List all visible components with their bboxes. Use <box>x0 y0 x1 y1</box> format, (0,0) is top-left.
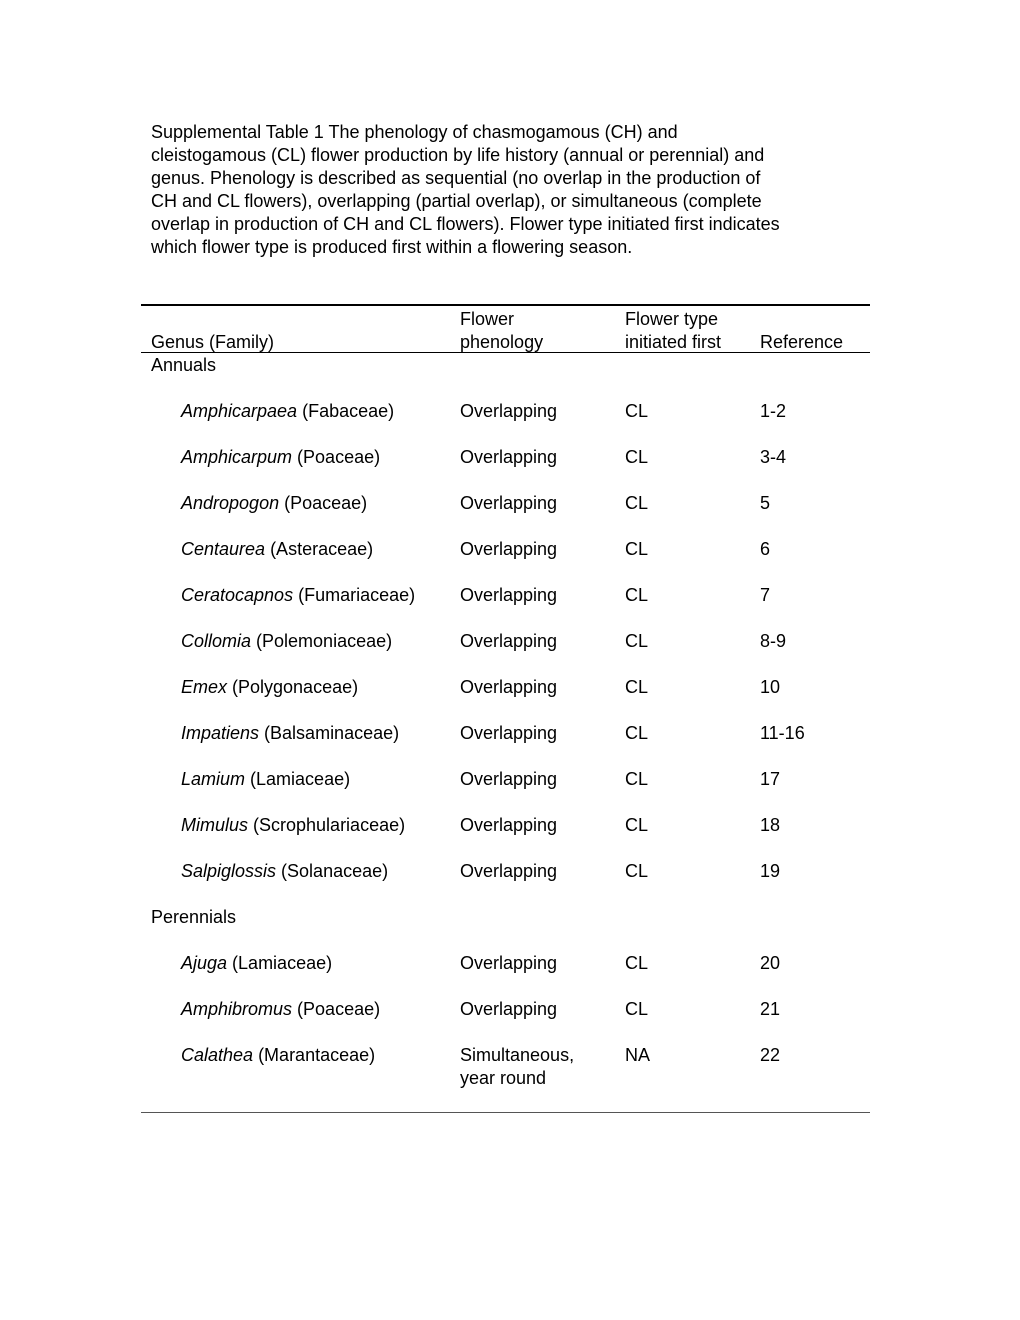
family-name: (Solanaceae) <box>276 861 389 881</box>
genus-name: Amphicarpum <box>181 447 293 467</box>
initiated-first-cell: CL <box>625 493 649 513</box>
family-name: (Balsaminaceae) <box>259 723 400 743</box>
phenology-cell: Overlapping <box>460 447 558 467</box>
genus-family-cell <box>181 722 399 745</box>
genus-family-cell <box>181 538 373 561</box>
phenology-cell: Simultaneous, <box>460 1045 575 1065</box>
family-name: (Polemoniaceae) <box>251 631 393 651</box>
genus-family-cell <box>181 630 392 653</box>
initiated-first-cell: NA <box>625 1045 651 1065</box>
group-label: Annuals <box>151 355 217 375</box>
family-name: (Poaceae) <box>292 999 381 1019</box>
initiated-first-cell: CL <box>625 815 649 835</box>
phenology-cell: Overlapping <box>460 769 558 789</box>
genus-name: Ceratocapnos <box>181 585 294 605</box>
reference-cell: 7 <box>760 585 771 605</box>
reference-cell: 6 <box>760 539 771 559</box>
genus-name: Calathea <box>181 1045 254 1065</box>
family-name: (Asteraceae) <box>265 539 374 559</box>
family-name: (Poaceae) <box>292 447 381 467</box>
family-name: (Fabaceae) <box>297 401 395 421</box>
phenology-cell: Overlapping <box>460 861 558 881</box>
genus-name: Andropogon <box>181 493 280 513</box>
phenology-cell: Overlapping <box>460 677 558 697</box>
caption-line: CH and CL flowers), overlapping (partial overlap), or simultaneous (complete <box>151 191 762 211</box>
phenology-cell: Overlapping <box>460 493 558 513</box>
genus-name: Mimulus <box>181 815 249 835</box>
family-name: (Marantaceae) <box>253 1045 376 1065</box>
genus-name: Amphibromus <box>181 999 293 1019</box>
genus-family-cell <box>181 952 332 975</box>
header-phenology-line1: Flower <box>460 309 515 329</box>
genus-family-cell <box>181 768 350 791</box>
initiated-first-cell: CL <box>625 677 649 697</box>
header-genus: Genus (Family) <box>151 332 275 352</box>
family-name: (Poaceae) <box>279 493 368 513</box>
genus-name: Ajuga <box>181 953 228 973</box>
family-name: (Polygonaceae) <box>227 677 359 697</box>
reference-cell: 17 <box>760 769 781 789</box>
initiated-first-cell: CL <box>625 953 649 973</box>
genus-name: Amphicarpaea <box>181 401 298 421</box>
reference-cell: 21 <box>760 999 781 1019</box>
genus-name: Collomia <box>181 631 252 651</box>
phenology-cell: Overlapping <box>460 953 558 973</box>
phenology-cell: Overlapping <box>460 585 558 605</box>
initiated-first-cell: CL <box>625 769 649 789</box>
initiated-first-cell: CL <box>625 999 649 1019</box>
initiated-first-cell: CL <box>625 447 649 467</box>
genus-family-cell <box>181 400 394 423</box>
phenology-cell: Overlapping <box>460 723 558 743</box>
reference-cell: 20 <box>760 953 781 973</box>
table-header-rule <box>141 352 870 353</box>
group-label: Perennials <box>151 907 237 927</box>
table-caption <box>151 121 871 259</box>
genus-family-cell <box>181 814 405 837</box>
table-top-rule <box>141 304 870 306</box>
reference-cell: 11-16 <box>760 723 805 743</box>
caption-line: genus. Phenology is described as sequential (no overlap in the production of <box>151 168 761 188</box>
caption-line: which flower type is produced first within a flowering season. <box>151 237 633 257</box>
genus-family-cell <box>181 1044 375 1067</box>
genus-family-cell <box>181 584 415 607</box>
caption-line: Supplemental Table 1 The phenology of chasmogamous (CH) and <box>151 122 678 142</box>
family-name: (Lamiaceae) <box>227 953 333 973</box>
genus-name: Centaurea <box>181 539 266 559</box>
header-phenology-line2: phenology <box>460 332 544 352</box>
phenology-cell: Overlapping <box>460 401 558 421</box>
reference-cell: 5 <box>760 493 771 513</box>
genus-family-cell <box>181 492 367 515</box>
caption-line: overlap in production of CH and CL flowers). Flower type initiated first indicates <box>151 214 780 234</box>
genus-family-cell <box>181 860 388 883</box>
initiated-first-cell: CL <box>625 585 649 605</box>
family-name: (Lamiaceae) <box>245 769 351 789</box>
header-initiated-line2: initiated first <box>625 332 722 352</box>
initiated-first-cell: CL <box>625 539 649 559</box>
header-reference: Reference <box>760 332 844 352</box>
genus-name: Salpiglossis <box>181 861 277 881</box>
caption-line: cleistogamous (CL) flower production by life history (annual or perennial) and <box>151 145 765 165</box>
reference-cell: 22 <box>760 1045 781 1065</box>
reference-cell: 8-9 <box>760 631 787 651</box>
genus-name: Emex <box>181 677 228 697</box>
family-name: (Scrophulariaceae) <box>248 815 406 835</box>
genus-family-cell <box>181 676 358 699</box>
table-bottom-rule <box>141 1112 870 1113</box>
reference-cell: 1-2 <box>760 401 787 421</box>
phenology-cell: Overlapping <box>460 999 558 1019</box>
genus-family-cell <box>181 446 380 469</box>
reference-cell: 3-4 <box>760 447 787 467</box>
phenology-cell: Overlapping <box>460 631 558 651</box>
initiated-first-cell: CL <box>625 401 649 421</box>
reference-cell: 10 <box>760 677 781 697</box>
genus-family-cell <box>181 998 380 1021</box>
genus-name: Lamium <box>181 769 246 789</box>
initiated-first-cell: CL <box>625 861 649 881</box>
initiated-first-cell: CL <box>625 723 649 743</box>
phenology-cell: Overlapping <box>460 539 558 559</box>
phenology-cell: Overlapping <box>460 815 558 835</box>
reference-cell: 18 <box>760 815 781 835</box>
family-name: (Fumariaceae) <box>293 585 416 605</box>
genus-name: Impatiens <box>181 723 260 743</box>
header-initiated-line1: Flower type <box>625 309 719 329</box>
initiated-first-cell: CL <box>625 631 649 651</box>
reference-cell: 19 <box>760 861 781 881</box>
phenology-cell-line2: year round <box>460 1068 547 1088</box>
